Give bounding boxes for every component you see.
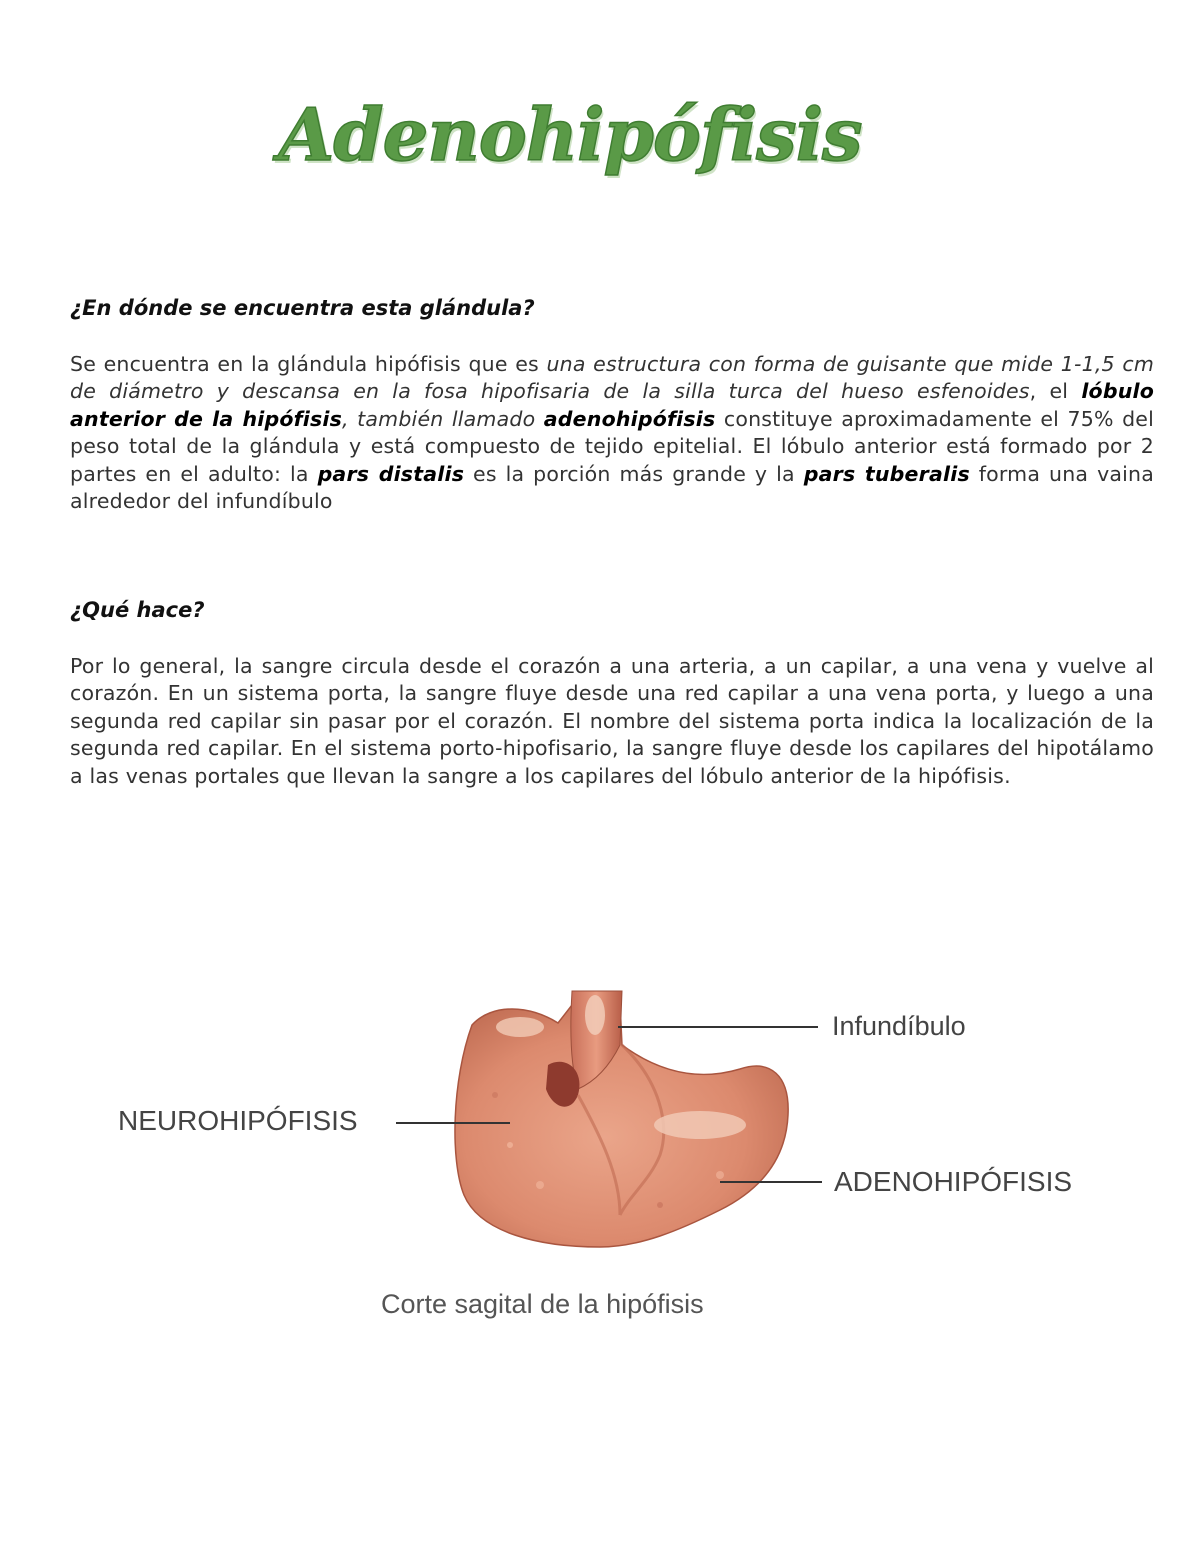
term-lobulo-anterior: lóbulo anterior de la hipófisis <box>70 379 1155 431</box>
label-neurohipofisis: NEUROHIPÓFISIS <box>118 1105 358 1136</box>
term-pars-tuberalis: pars tuberalis <box>803 461 970 486</box>
text-run-italic: , también llamado <box>342 406 544 431</box>
tissue-fold <box>585 995 605 1035</box>
page-title: Adenohipófisis <box>278 92 862 177</box>
text-run: , el <box>1029 379 1082 404</box>
label-infundibulo: Infundíbulo <box>832 1011 966 1041</box>
tissue-fold <box>496 1017 544 1037</box>
section-heading-location: ¿En dónde se encuentra esta glándula? <box>70 296 535 320</box>
text-run: constituye aproximadamente el 75% del peso total de la glándula y está compuesto de tejido epitelial. El lóbulo anterior está formado por 2 partes en el adulto: la <box>70 406 1154 486</box>
text-run: forma una vaina alrededor del infundíbulo <box>70 461 1155 514</box>
text-run-italic: una estructura con forma de guisante que mide 1-1,5 cm de diámetro y descansa en la fosa hipofisaria de la silla turca del hueso esfenoides <box>70 352 1154 404</box>
figure-caption: Corte sagital de la hipófisis <box>381 1289 704 1319</box>
pituitary-figure <box>100 985 1110 1335</box>
label-adenohipofisis: ADENOHIPÓFISIS <box>834 1166 1073 1197</box>
paragraph-location <box>70 351 1154 515</box>
term-adenohipofisis: adenohipófisis <box>543 406 716 431</box>
section-heading-function: ¿Qué hace? <box>70 598 205 622</box>
paragraph-function: Por lo general, la sangre circula desde el corazón a una arteria, a un capilar, a una vena y vuelve al corazón. En un sistema porta, la sangre fluye desde una red capilar a una vena porta, y luego a una segunda red capilar sin pasar por el corazón. El nombre del sistema porta indica la localización de la segunda red capilar. En el sistema porto-hipofisario, la sangre fluye desde los capilares del hipotálamo a las venas portales que llevan la sangre a los capilares del lóbulo anterior de la hipófisis. <box>70 654 1154 788</box>
text-run: Se encuentra en la glándula hipófisis que es <box>70 352 547 376</box>
text-run: es la porción más grande y la <box>464 461 804 486</box>
tissue-fold <box>654 1111 746 1139</box>
term-pars-distalis: pars distalis <box>317 461 465 486</box>
